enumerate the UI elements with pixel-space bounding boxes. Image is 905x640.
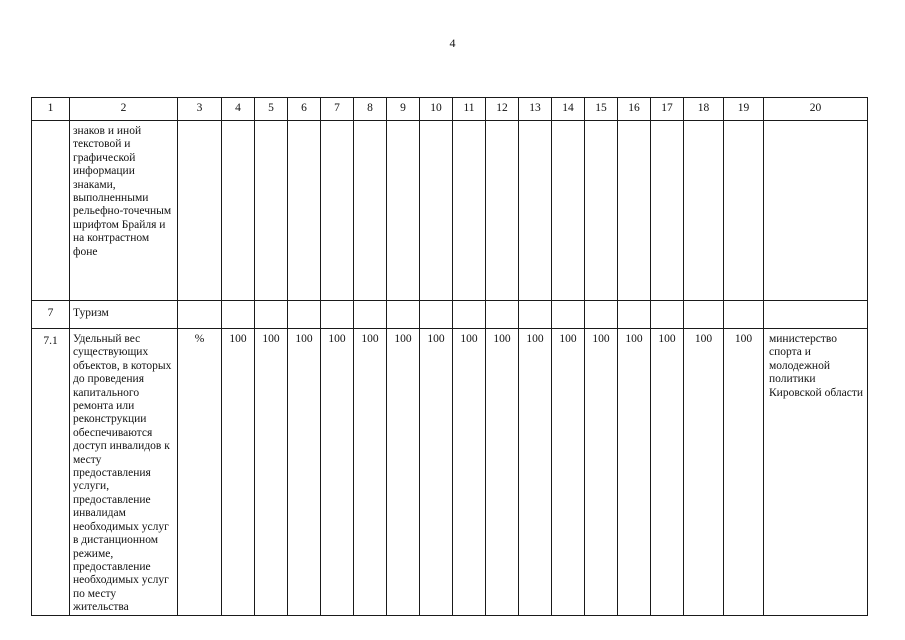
header-cell: 10 bbox=[420, 98, 453, 121]
value-cell bbox=[321, 329, 354, 616]
value-cell bbox=[354, 301, 387, 329]
value-cell bbox=[618, 329, 651, 616]
row-number: 7 bbox=[47, 307, 54, 319]
unit-text: % bbox=[194, 333, 205, 345]
indicator-text: знаков и иной текстовой и графической информации знаками, выполненными рельефно-точечным шрифтом Брайля и на контрастном фоне bbox=[73, 125, 172, 258]
header-cell: 19 bbox=[724, 98, 764, 121]
table-row bbox=[32, 121, 868, 301]
value-cell bbox=[651, 329, 684, 616]
value-cell bbox=[585, 329, 618, 616]
value-cell bbox=[453, 329, 486, 616]
value-cell bbox=[255, 329, 288, 616]
value-cell bbox=[651, 121, 684, 301]
header-cell: 13 bbox=[519, 98, 552, 121]
value-cell bbox=[552, 121, 585, 301]
header-cell: 15 bbox=[585, 98, 618, 121]
value-cell bbox=[288, 329, 321, 616]
agency-text: министерство спорта и молодежной политики Кировской области bbox=[769, 333, 864, 399]
header-cell: 5 bbox=[255, 98, 288, 121]
value-text: 100 bbox=[658, 333, 676, 345]
value-cell bbox=[354, 121, 387, 301]
row-number-cell bbox=[32, 121, 70, 301]
value-cell bbox=[420, 301, 453, 329]
page-number: 4 bbox=[449, 36, 456, 50]
value-cell bbox=[420, 121, 453, 301]
value-cell bbox=[387, 329, 420, 616]
value-cell bbox=[222, 329, 255, 616]
value-cell bbox=[684, 301, 724, 329]
value-cell bbox=[585, 121, 618, 301]
value-cell bbox=[585, 301, 618, 329]
value-text: 100 bbox=[262, 333, 280, 345]
value-cell bbox=[486, 301, 519, 329]
value-text: 100 bbox=[526, 333, 544, 345]
value-cell bbox=[420, 329, 453, 616]
indicator-cell bbox=[70, 301, 178, 329]
header-cell: 4 bbox=[222, 98, 255, 121]
value-cell bbox=[387, 301, 420, 329]
value-text: 100 bbox=[361, 333, 379, 345]
unit-cell bbox=[178, 121, 222, 301]
unit-cell bbox=[178, 301, 222, 329]
header-cell: 18 bbox=[684, 98, 724, 121]
value-text: 100 bbox=[328, 333, 346, 345]
value-text: 100 bbox=[625, 333, 643, 345]
header-cell: 2 bbox=[70, 98, 178, 121]
header-cell: 16 bbox=[618, 98, 651, 121]
value-cell bbox=[354, 329, 387, 616]
value-cell bbox=[684, 329, 724, 616]
value-cell bbox=[255, 121, 288, 301]
header-cell: 8 bbox=[354, 98, 387, 121]
value-cell bbox=[519, 301, 552, 329]
value-text: 100 bbox=[394, 333, 412, 345]
value-cell bbox=[486, 329, 519, 616]
value-text: 100 bbox=[427, 333, 445, 345]
header-cell: 17 bbox=[651, 98, 684, 121]
value-cell bbox=[321, 301, 354, 329]
header-cell: 9 bbox=[387, 98, 420, 121]
value-cell bbox=[222, 121, 255, 301]
value-cell bbox=[552, 329, 585, 616]
section-title: Туризм bbox=[73, 307, 109, 319]
table-row bbox=[32, 329, 868, 616]
value-cell bbox=[288, 301, 321, 329]
value-text: 100 bbox=[229, 333, 247, 345]
value-cell bbox=[486, 121, 519, 301]
row-number: 7.1 bbox=[43, 335, 58, 347]
agency-cell bbox=[764, 301, 868, 329]
indicator-table bbox=[31, 97, 868, 616]
agency-cell bbox=[764, 329, 868, 616]
header-cell: 1 bbox=[32, 98, 70, 121]
value-cell bbox=[453, 121, 486, 301]
value-cell bbox=[724, 301, 764, 329]
value-cell bbox=[724, 329, 764, 616]
value-text: 100 bbox=[734, 333, 753, 345]
value-cell bbox=[618, 121, 651, 301]
value-cell bbox=[288, 121, 321, 301]
value-cell bbox=[519, 329, 552, 616]
value-cell bbox=[519, 121, 552, 301]
header-cell: 20 bbox=[764, 98, 868, 121]
value-text: 100 bbox=[460, 333, 478, 345]
value-cell bbox=[222, 301, 255, 329]
value-cell bbox=[618, 301, 651, 329]
value-text: 100 bbox=[493, 333, 511, 345]
row-number bbox=[32, 121, 69, 127]
header-cell: 3 bbox=[178, 98, 222, 121]
value-cell bbox=[724, 121, 764, 301]
value-cell bbox=[453, 301, 486, 329]
value-cell bbox=[321, 121, 354, 301]
value-text: 100 bbox=[592, 333, 610, 345]
table-row bbox=[32, 301, 868, 329]
indicator-cell bbox=[70, 329, 178, 616]
value-text: 100 bbox=[559, 333, 577, 345]
value-cell bbox=[651, 301, 684, 329]
value-cell bbox=[684, 121, 724, 301]
header-cell: 14 bbox=[552, 98, 585, 121]
value-text: 100 bbox=[694, 333, 713, 345]
value-cell bbox=[255, 301, 288, 329]
row-number-cell bbox=[32, 329, 70, 616]
header-cell: 12 bbox=[486, 98, 519, 121]
indicator-text: Удельный вес существующих объектов, в которых до проведения капитального ремонта или реконструкции обеспечиваются доступ инвалидов к месту предоставления услуги, предоставление инвалидам необходимых услуг в дистанционном режиме, предоставление необходимых услуг по месту жительства bbox=[73, 333, 172, 614]
indicator-cell bbox=[70, 121, 178, 301]
header-cell: 11 bbox=[453, 98, 486, 121]
header-cell: 6 bbox=[288, 98, 321, 121]
row-number-cell bbox=[32, 301, 70, 329]
header-cell: 7 bbox=[321, 98, 354, 121]
agency-cell bbox=[764, 121, 868, 301]
unit-cell bbox=[178, 329, 222, 616]
table-header-row bbox=[32, 98, 868, 121]
value-cell bbox=[552, 301, 585, 329]
value-text: 100 bbox=[295, 333, 313, 345]
value-cell bbox=[387, 121, 420, 301]
